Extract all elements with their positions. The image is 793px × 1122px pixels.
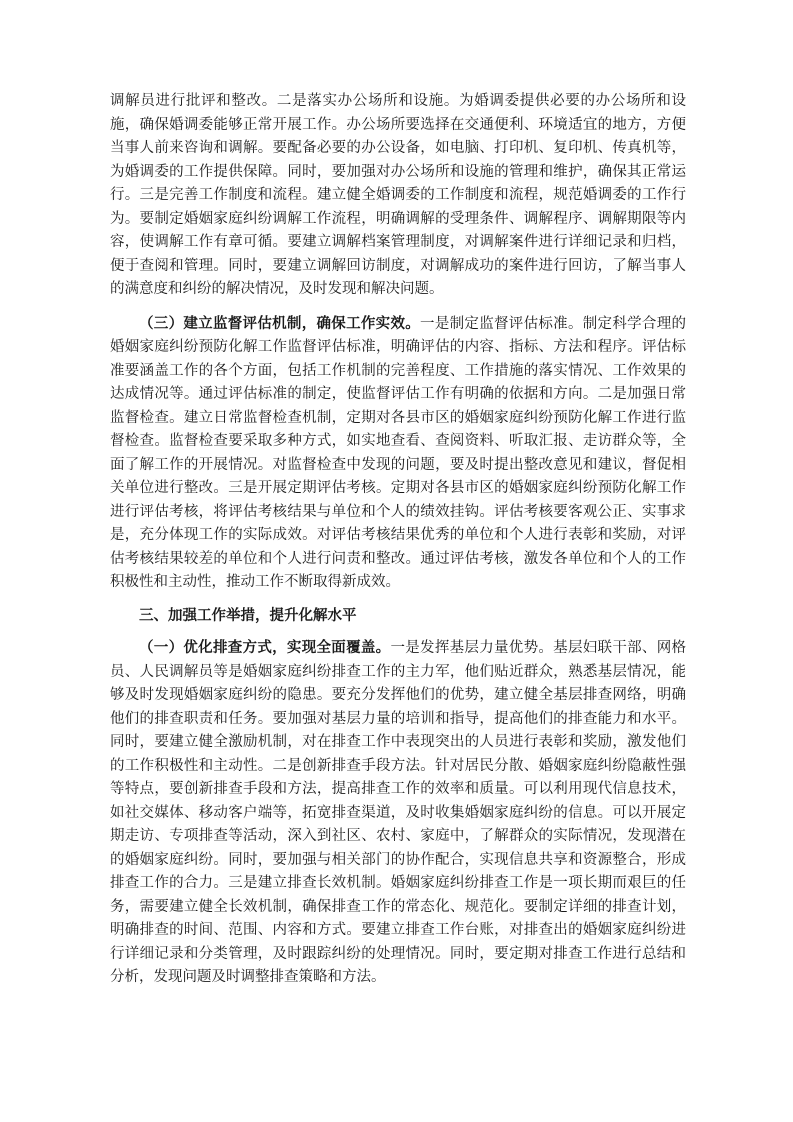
section-heading-supervision: （三）建立监督评估机制，确保工作实效。 bbox=[139, 314, 421, 332]
paragraph-screening-body: 一是发挥基层力量优势。基层妇联干部、网格员、人民调解员等是婚姻家庭纠纷排查工作的主力军，他们贴近群众，熟悉基层情况，能够及时发现婚姻家庭纠纷的隐患。要充分发挥他们的优势，建立健全基层排查网络，明确他们的排查职责和任务。要加强对基层力量的培训和指导，提高他们的排查能力和水平。同时，要建立健全激励机制，对在排查工作中表现突出的人员进行表彰和奖励，激发他们的工作积极性和主动性。二是创新排查手段方法。针对居民分散、婚姻家庭纠纷隐蔽性强等特点，要创新排查手段和方法，提高排查工作的效率和质量。可以利用现代信息技术，如社交媒体、移动客户端等，拓宽排查渠道，及时收集婚姻家庭纠纷的信息。可以开展定期走访、专项排查等活动，深入到社区、农村、家庭中，了解群众的实际情况，发现潜在的婚姻家庭纠纷。同时，要加强与相关部门的协作配合，实现信息共享和资源整合，形成排查工作的合力。三是建立排查长效机制。婚姻家庭纠纷排查工作是一项长期而艰巨的任务，需要建立健全长效机制，确保排查工作的常态化、规范化。要制定详细的排查计划，明确排查的时间、范围、内容和方式。要建立排查工作台账，对排查出的婚姻家庭纠纷进行详细记录和分类管理，及时跟踪纠纷的处理情况。同时，要定期对排查工作进行总结和分析，发现问题及时调整排查策略和方法。 bbox=[110, 640, 687, 985]
paragraph-office-and-procedures: 调解员进行批评和整改。二是落实办公场所和设施。为婚调委提供必要的办公场所和设施，确保婚调委能够正常开展工作。办公场所要选择在交通便利、环境适宜的地方，方便当事人前来咨询和调解。要配备必要的办公设备，如电脑、打印机、复印机、传真机等，为婚调委的工作提供保障。同时，要加强对办公场所和设施的管理和维护，确保其正常运行。三是完善工作制度和流程。建立健全婚调委的工作制度和流程，规范婚调委的工作行为。要制定婚姻家庭纠纷调解工作流程，明确调解的受理条件、调解程序、调解期限等内容，使调解工作有章可循。要建立调解档案管理制度，对调解案件进行详细记录和归档，便于查阅和管理。同时，要建立调解回访制度，对调解成功的案件进行回访，了解当事人的满意度和纠纷的解决情况，及时发现和解决问题。 bbox=[110, 93, 686, 297]
paragraph-supervision-body: 一是制定监督评估标准。制定科学合理的婚姻家庭纠纷预防化解工作监督评估标准，明确评估的内容、指标、方法和程序。评估标准要涵盖工作的各个方面，包括工作机制的完善程度、工作措施的落实情况、工作效果的达成情况等。通过评估标准的制定，使监督评估工作有明确的依据和方向。二是加强日常监督检查。建立日常监督检查机制，定期对各县市区的婚姻家庭纠纷预防化解工作进行监督检查。监督检查要采取多种方式，如实地查看、查阅资料、听取汇报、走访群众等，全面了解工作的开展情况。对监督检查中发现的问题，要及时提出整改意见和建议，督促相关单位进行整改。三是开展定期评估考核。定期对各县市区的婚姻家庭纠纷预防化解工作进行评估考核，将评估考核结果与单位和个人的绩效挂钩。评估考核要客观公正、实事求是，充分体现工作的实际成效。对评估考核结果优秀的单位和个人进行表彰和奖励，对评估考核结果较差的单位和个人进行问责和整改。通过评估考核，激发各单位和个人的工作积极性和主动性，推动工作不断取得新成效。 bbox=[110, 315, 687, 590]
document-page bbox=[110, 90, 686, 990]
paragraph-supervision-evaluation bbox=[110, 312, 686, 595]
chapter-heading-three: 三、加强工作举措，提升化解水平 bbox=[139, 606, 357, 624]
paragraph-optimize-screening bbox=[110, 636, 686, 990]
section-heading-screening: （一）优化排查方式，实现全面覆盖。 bbox=[139, 639, 391, 656]
